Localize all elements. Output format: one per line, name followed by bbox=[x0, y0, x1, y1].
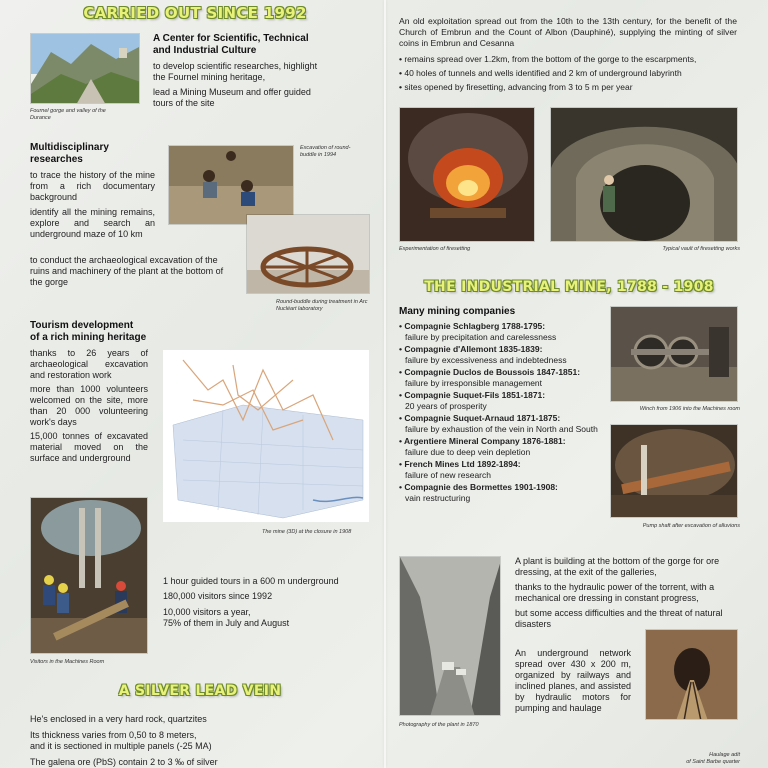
pump-illustration bbox=[611, 425, 738, 518]
plant-text-2: thanks to the hydraulic power of the torrent, with a mechanical ore dressing in constant progress, bbox=[515, 582, 715, 603]
visits-3: 10,000 visitors a year, bbox=[163, 607, 251, 617]
research-text-1: to trace the history of the mine from a rich documentary background bbox=[30, 170, 155, 202]
vein-text-4: The galena ore (PbS) contain 2 to 3 ‰ of silver bbox=[30, 757, 218, 767]
adit-illustration bbox=[646, 630, 738, 720]
caption-excavation: Excavation of round-buddle in 1994 bbox=[300, 145, 351, 158]
vein-text-2: Its thickness varies from 0,50 to 8 meters, bbox=[30, 730, 197, 740]
company-item: • Compagnie d'Allemont 1835-1839: failure by excessiveness and indebtedness bbox=[399, 344, 599, 365]
medieval-bullet-2: • 40 holes of tunnels and wells identified and 2 km of underground labyrinth bbox=[399, 68, 744, 79]
visits-4: 75% of them in July and August bbox=[163, 618, 290, 628]
photo-vault bbox=[550, 107, 738, 242]
company-item: • Compagnie Duclos de Boussois 1847-1851: failure by irresponsible management bbox=[399, 367, 599, 388]
visits-block bbox=[163, 576, 373, 629]
caption-plant: Photography of the plant in 1870 bbox=[399, 722, 479, 728]
photo-haulage-adit bbox=[645, 629, 738, 720]
plant-block bbox=[515, 556, 740, 630]
caption-adit-2: of Saint Barbe quarter bbox=[686, 759, 740, 765]
medieval-bullet-1: • remains spread over 1.2km, from the bottom of the gorge to the escarpments, bbox=[399, 54, 744, 65]
visitors-illustration bbox=[31, 498, 148, 654]
companies-list bbox=[399, 321, 599, 505]
vault-illustration bbox=[551, 108, 738, 242]
company-item: • Compagnie Schlagberg 1788-1795: failure by precipitation and carelessness bbox=[399, 321, 599, 342]
center-title-2: and Industrial Culture bbox=[153, 45, 257, 56]
company-item: • French Mines Ltd 1892-1894: failure of new research bbox=[399, 459, 599, 480]
caption-winch: Winch from 1906 into the Machines room bbox=[639, 406, 740, 412]
firesetting-illustration bbox=[400, 108, 535, 242]
network-text: An underground network spread over 430 x 200 m, organized by railways and inclined planes, and assisted by hydraulic motors for pumping and haulage bbox=[515, 648, 631, 713]
medieval-bullets bbox=[399, 54, 744, 93]
research-text-2: identify all the mining remains, explore and search an underground maze of 10 km bbox=[30, 207, 155, 239]
caption-vault: Typical vault of firesetting works bbox=[662, 246, 740, 252]
photo-excavation bbox=[168, 145, 294, 225]
research-title-1: Multidisciplinary bbox=[30, 142, 109, 153]
research-block bbox=[30, 142, 155, 240]
industrial-mine-heading: THE INDUSTRIAL MINE, 1788 - 1908 bbox=[424, 279, 714, 295]
photo-plant-1870 bbox=[399, 556, 501, 716]
companies-title: Many mining companies bbox=[399, 306, 516, 317]
left-top-heading: CARRIED OUT SINCE 1992 bbox=[83, 4, 307, 22]
medieval-intro: An old exploitation spread out from the 10th to the 13th century, for the benefit of the Church of Embrun and the Count of Albon (Dauphiné), supplying the minting of silver coins in Embrun and Cesanna bbox=[399, 16, 737, 48]
vein-text-1: He's enclosed in a very hard rock, quartzites bbox=[30, 714, 207, 724]
tourism-block bbox=[30, 320, 148, 464]
visits-2: 180,000 visitors since 1992 bbox=[163, 591, 273, 601]
photo-fournel-gorge bbox=[30, 33, 140, 104]
photo-winch bbox=[610, 306, 738, 402]
vein-text-3: and it is sectioned in multiple panels (-25 MA) bbox=[30, 741, 212, 751]
company-item: • Argentiere Mineral Company 1876-1881: failure due to deep vein depletion bbox=[399, 436, 599, 457]
plant-text-1: A plant is building at the bottom of the gorge for ore dressing, at the exit of the galleries, bbox=[515, 556, 720, 577]
medieval-bullet-3: • sites opened by firesetting, advancing from 3 to 5 m per year bbox=[399, 82, 744, 93]
photo-firesetting bbox=[399, 107, 535, 242]
winch-illustration bbox=[611, 307, 738, 402]
caption-visitors: Visitors in the Machines Room bbox=[30, 659, 105, 665]
company-item: • Compagnie des Bormettes 1901-1908: vain restructuring bbox=[399, 482, 599, 503]
caption-buddle: Round-buddle during treatment in Arc Nucléart laboratory bbox=[276, 299, 368, 312]
photo-visitors bbox=[30, 497, 148, 654]
buddle-illustration bbox=[247, 215, 370, 294]
plant-text-3: but some access difficulties and the threat of natural disasters bbox=[515, 608, 723, 629]
center-text-1: to develop scientific researches, highlight the Fournel mining heritage, bbox=[153, 61, 318, 82]
center-title-1: A Center for Scientific, Technical bbox=[153, 33, 309, 44]
tourism-title-1: Tourism development bbox=[30, 320, 134, 331]
plant-illustration bbox=[400, 557, 501, 716]
column-divider bbox=[384, 0, 386, 768]
tourism-text-3: 15,000 tonnes of excavated material moved on the surface and underground bbox=[30, 431, 148, 463]
research-title-2: researches bbox=[30, 154, 83, 165]
visits-1: 1 hour guided tours in a 600 m underground bbox=[163, 576, 339, 586]
silver-vein-heading: A SILVER LEAD VEIN bbox=[118, 683, 282, 699]
tourism-title-2: of a rich mining heritage bbox=[30, 332, 147, 343]
center-text-2: lead a Mining Museum and offer guided tours of the site bbox=[153, 87, 311, 108]
mine-map-illustration bbox=[163, 350, 369, 522]
company-item: • Compagnie Suquet-Fils 1851-1871: 20 years of prosperity bbox=[399, 390, 599, 411]
caption-gorge: Fournel gorge and valley of the Durance bbox=[30, 108, 106, 121]
company-item: • Compagnie Suquet-Arnaud 1871-1875: failure by exhaustion of the vein in North and South bbox=[399, 413, 599, 434]
vein-block bbox=[30, 714, 360, 768]
caption-pump: Pump shaft after excavation of alluvions bbox=[642, 523, 740, 529]
caption-map: The mine (3D) at the closure in 1908 bbox=[262, 529, 352, 535]
mine-3d-map bbox=[163, 350, 369, 522]
caption-adit-1: Haulage adit bbox=[709, 752, 740, 758]
tourism-text-1: thanks to 26 years of archaeological excavation and restoration work bbox=[30, 348, 148, 380]
photo-pump-shaft bbox=[610, 424, 738, 518]
caption-firesetting: Experimentation of firesetting bbox=[399, 246, 471, 252]
center-block bbox=[153, 33, 353, 109]
gorge-illustration bbox=[31, 34, 140, 104]
research-text-3: to conduct the archaeological excavation of the ruins and machinery of the plant at the bottom of the gorge bbox=[30, 255, 224, 287]
tourism-text-2: more than 1000 volunteers welcomed on the site, more than 20 000 volunteering work's days bbox=[30, 384, 148, 427]
photo-round-buddle bbox=[246, 214, 370, 294]
